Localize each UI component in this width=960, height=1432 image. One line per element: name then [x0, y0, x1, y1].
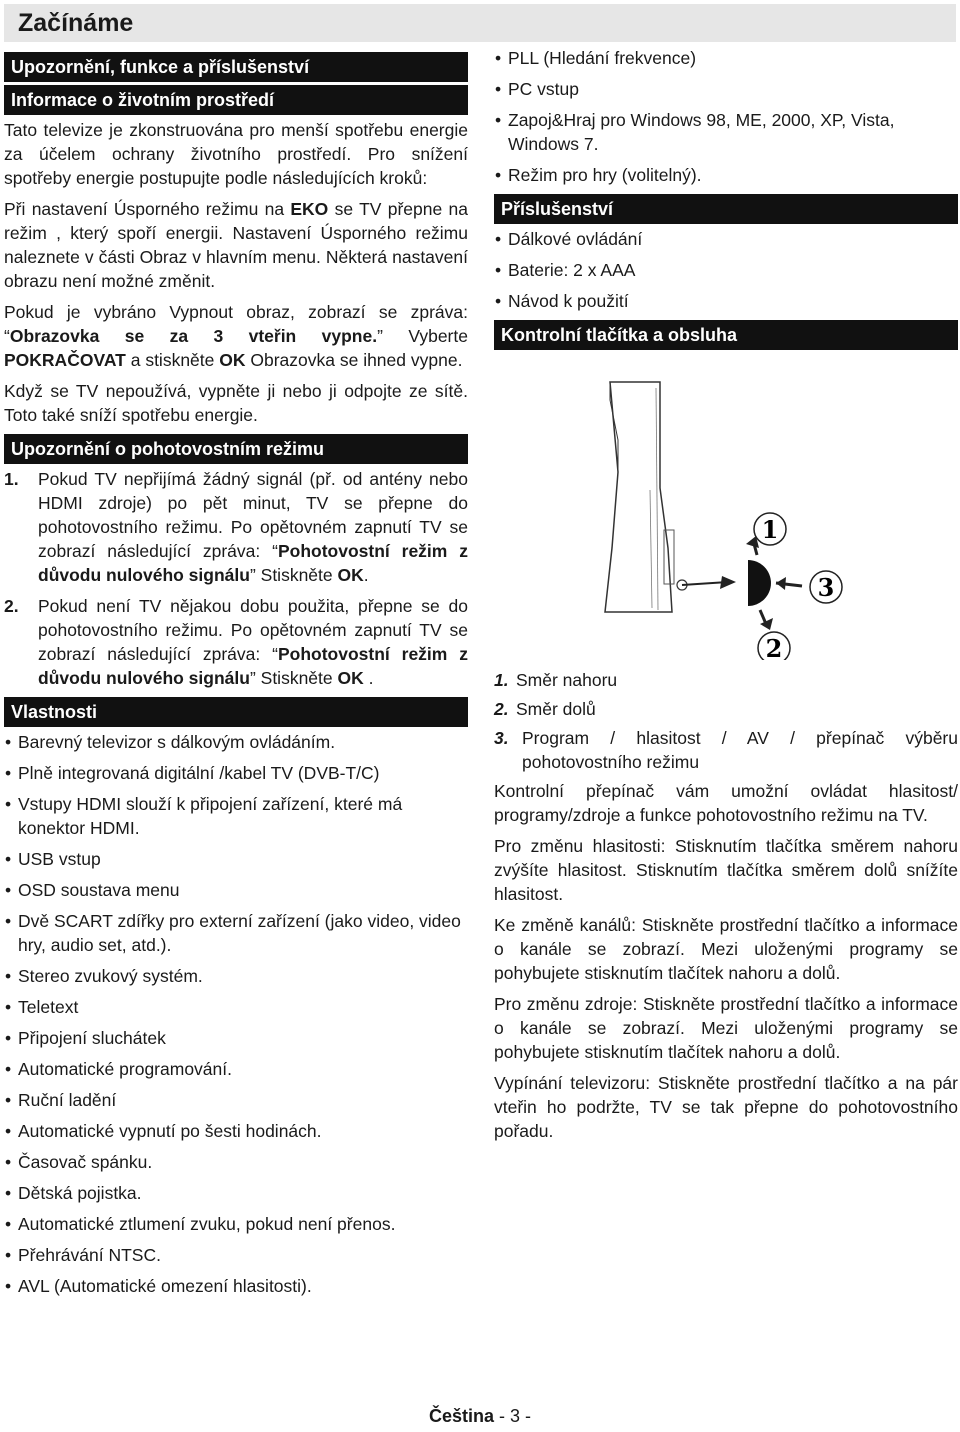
- tv-control-illustration: [560, 380, 860, 660]
- label-2: [758, 632, 790, 660]
- features-continued-list: [494, 46, 958, 187]
- list-item: • Přehrávání NTSC.: [4, 1243, 468, 1267]
- left-column: [4, 52, 468, 1305]
- controls-paragraph-3: Ke změně kanálů: Stiskněte prostřední tlačítko a informace o kanále se zobrazí. Mezi uloženými programy se pohybujete stisknutím tlačítek nahoru a dolů.: [494, 915, 958, 983]
- env-paragraph-1: Tato televize je zkonstruována pro menší spotřebu energie za účelem ochrany životního prostředí. Pro snížení spotřeby energie postupujte podle následujících kroků:: [4, 120, 468, 188]
- env-paragraph-2: Při nastavení Úsporného režimu na EKO se TV přepne na režim , který spoří energii. Nastavení Úsporného režimu naleznete v části Obraz v hlavním menu. Některá nastavení obrazu není možné změnit.: [4, 199, 469, 291]
- list-item: • OSD soustava menu: [4, 878, 468, 902]
- features-list: [4, 730, 468, 1298]
- controls-paragraph-1: Kontrolní přepínač vám umožní ovládat hlasitost/ programy/zdroje a funkce pohotovostního režimu na TV.: [494, 781, 958, 825]
- heading-standby: Upozornění o pohotovostním režimu: [4, 434, 468, 464]
- controls-paragraph-2: Pro změnu hlasitosti: Stisknutím tlačítka směrem nahoru zvýšíte hlasitost. Stisknutím tlačítka směrem dolů snížíte hlasitost.: [494, 836, 958, 904]
- heading-controls: Kontrolní tlačítka a obsluha: [494, 320, 958, 350]
- list-item: • USB vstup: [4, 847, 468, 871]
- tv-side-panel: [605, 382, 687, 612]
- list-item: • Automatické programování.: [4, 1057, 468, 1081]
- svg-text:2: 2: [765, 634, 783, 660]
- list-item: • Automatické ztlumení zvuku, pokud není přenos.: [4, 1212, 468, 1236]
- control-switch-diagram: [746, 536, 802, 630]
- heading-features: Vlastnosti: [4, 697, 468, 727]
- controls-description: [494, 668, 958, 1150]
- list-item: • Dětská pojistka.: [4, 1181, 468, 1205]
- list-item: • Návod k použití: [494, 289, 958, 313]
- list-item: • Ruční ladění: [4, 1088, 468, 1112]
- list-item: • Časovač spánku.: [4, 1150, 468, 1174]
- controls-item-2: 2. Směr dolů: [494, 699, 596, 719]
- right-column: [494, 46, 958, 353]
- list-item: • Zapoj&Hraj pro Windows 98, ME, 2000, XP, Vista, Windows 7.: [494, 108, 958, 156]
- page-number: - 3 -: [499, 1406, 532, 1426]
- list-item: • Baterie: 2 x AAA: [494, 258, 958, 282]
- list-item: • Barevný televizor s dálkovým ovládáním.: [4, 730, 468, 754]
- standby-item-2: 2. Pokud není TV nějakou dobu použita, přepne se do pohotovostního režimu. Po opětovném zapnutí TV se zobrazí následující zpráva: “Pohotovostní režim z důvodu nulového signálu” Stiskněte OK .: [4, 596, 468, 688]
- footer-language: Čeština: [428, 1406, 494, 1426]
- accessories-list: [494, 227, 958, 313]
- list-item: • Dvě SCART zdířky pro externí zařízení (jako video, video hry, audio set, atd.).: [4, 909, 468, 957]
- heading-accessories: Příslušenství: [494, 194, 958, 224]
- standby-list: [4, 467, 468, 690]
- page-title: Začínáme: [18, 9, 134, 37]
- standby-item-1: 1. Pokud TV nepřijímá žádný signál (př. od antény nebo HDMI zdroje) po pět minut, TV se přepne do pohotovostního režimu. Po opětovném zapnutí TV se zobrazí následující zpráva: “Pohotovostní režim z důvodu nulového signálu” Stiskněte OK.: [4, 469, 468, 585]
- list-item: • PC vstup: [494, 77, 958, 101]
- controls-item-1: 1. Směr nahoru: [494, 670, 618, 690]
- heading-notices: Upozornění, funkce a příslušenství: [4, 52, 468, 82]
- controls-paragraph-4: Pro změnu zdroje: Stiskněte prostřední tlačítko a informace o kanále se zobrazí. Mezi uloženými programy se pohybujete stisknutím tlačítek nahoru a dolů.: [494, 994, 958, 1062]
- svg-text:1: 1: [761, 515, 779, 544]
- list-item: • Připojení sluchátek: [4, 1026, 468, 1050]
- list-item: • Stereo zvukový systém.: [4, 964, 468, 988]
- controls-item-3: 3. Program / hlasitost / AV / přepínač výběru pohotovostního režimu: [494, 728, 958, 772]
- list-item: • Dálkové ovládání: [494, 227, 958, 251]
- list-item: • Vstupy HDMI slouží k připojení zařízení, které má konektor HDMI.: [4, 792, 468, 840]
- page-footer: [0, 1406, 960, 1427]
- list-item: • Automatické vypnutí po šesti hodinách.: [4, 1119, 468, 1143]
- svg-text:3: 3: [817, 573, 835, 602]
- controls-paragraph-5: Vypínání televizoru: Stiskněte prostřední tlačítko a na pár vteřin ho podržte, TV se tak přepne do pohotovostního pořadu.: [494, 1073, 958, 1141]
- list-item: • AVL (Automatické omezení hlasitosti).: [4, 1274, 468, 1298]
- label-3: [810, 571, 842, 603]
- heading-environment: Informace o životním prostředí: [4, 85, 468, 115]
- env-paragraph-3: Pokud je vybráno Vypnout obraz, zobrazí se zpráva: “Obrazovka se za 3 vteřin vypne.” Vyberte POKRAČOVAT a stiskněte OK Obrazovka se ihned vypne.: [4, 302, 468, 370]
- list-item: • Teletext: [4, 995, 468, 1019]
- env-paragraph-4: Když se TV nepoužívá, vypněte ji nebo ji odpojte ze sítě. Toto také sníží spotřebu energie.: [4, 381, 468, 425]
- label-1: [754, 513, 786, 545]
- list-item: • PLL (Hledání frekvence): [494, 46, 958, 70]
- page-title-bar: [4, 4, 956, 42]
- list-item: • Plně integrovaná digitální /kabel TV (DVB-T/C): [4, 761, 468, 785]
- list-item: • Režim pro hry (volitelný).: [494, 163, 958, 187]
